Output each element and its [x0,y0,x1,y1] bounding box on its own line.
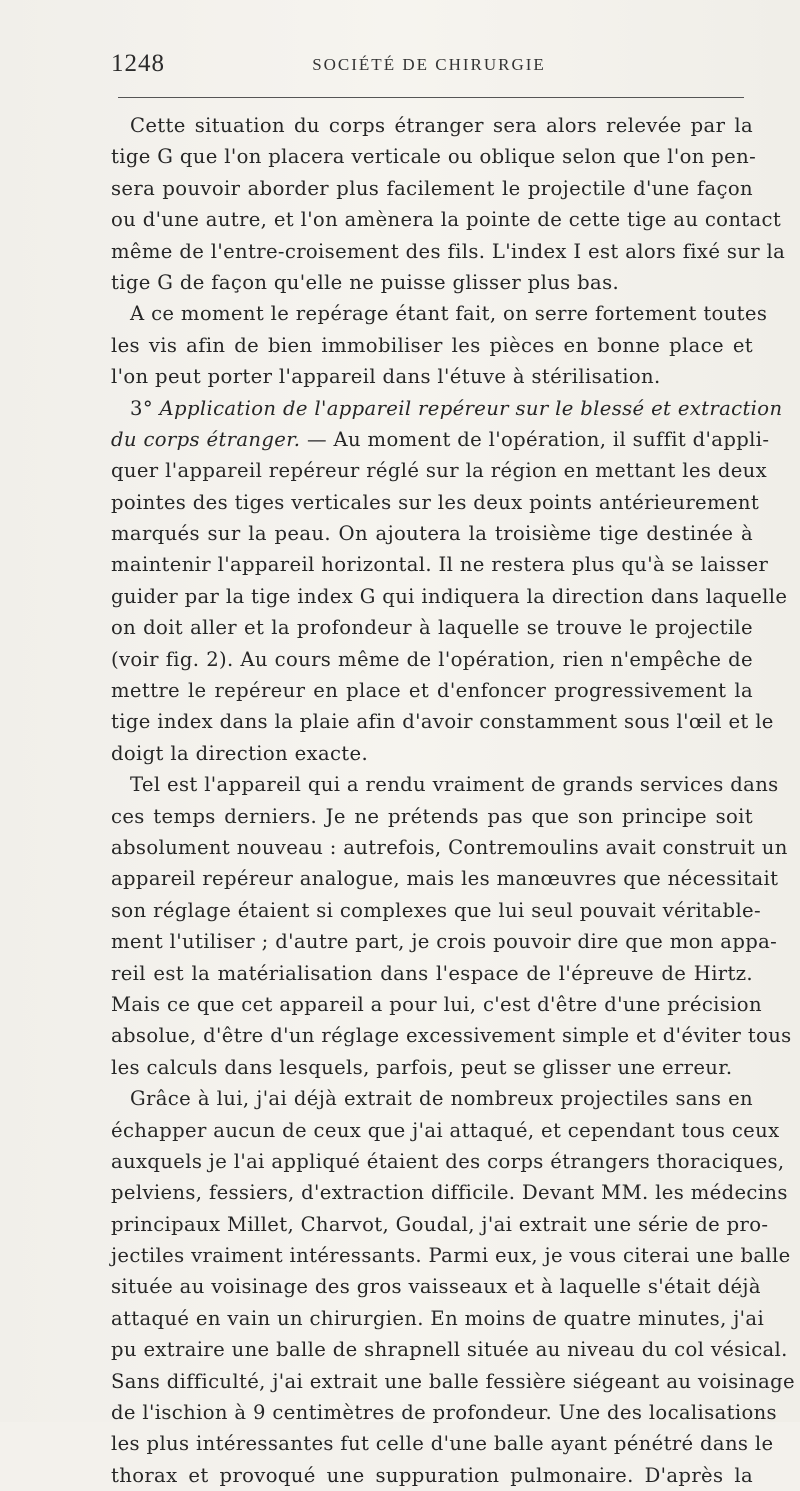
text-line: pelviens, fessiers, d'extraction difficile. Devant MM. les médecins [111,1181,788,1205]
text-line: mettre le repéreur en place et d'enfoncer progressivement la [111,679,753,703]
running-title: SOCIÉTÉ DE CHIRURGIE [312,55,546,74]
body-text [111,110,795,1491]
text-line: thorax et provoqué une suppuration pulmonaire. D'après la [111,1463,753,1487]
text-line: attaqué en vain un chirurgien. En moins de quatre minutes, j'ai [111,1306,765,1330]
text-line: jectiles vraiment intéressants. Parmi eux, je vous citerai une balle [111,1244,791,1268]
text-line: reil est la matérialisation dans l'espace de l'épreuve de Hirtz. [111,961,753,985]
text-line: auxquels je l'ai appliqué étaient des corps étrangers thoraciques, [111,1149,785,1173]
text-line: doigt la direction exacte. [111,741,369,765]
section-heading-line-2 [111,424,770,455]
page-number: 1248 [111,50,165,77]
text-line: ou d'une autre, et l'on amènera la pointe de cette tige au contact [111,208,782,232]
section-heading-line-1 [111,393,783,424]
text-line: (voir fig. 2). Au cours même de l'opération, rien n'empêche de [111,647,753,671]
section-heading-italic: du corps étranger. [111,427,301,451]
section-heading-rest: — Au moment de l'opération, il suffit d'appli- [300,427,770,451]
text-line: pointes des tiges verticales sur les deux points antérieurement [111,490,760,514]
text-line: absolue, d'être d'un réglage excessivement simple et d'éviter tous [111,1024,792,1048]
text-line: tige G que l'on placera verticale ou oblique selon que l'on pen- [111,145,757,169]
text-line: située au voisinage des gros vaisseaux et à laquelle s'était déjà [111,1275,761,1299]
text-line: absolument nouveau : autrefois, Contremoulins avait construit un [111,835,788,859]
text-line: Tel est l'appareil qui a rendu vraiment de grands services dans [130,773,779,797]
text-line: les vis afin de bien immobiliser les pièces en bonne place et [111,333,753,357]
text-line: ces temps derniers. Je ne prétends pas que son principe soit [111,804,753,828]
text-line: appareil repéreur analogue, mais les manœuvres que nécessitait [111,867,779,891]
text-line: marqués sur la peau. On ajoutera la troisième tige destinée à [111,522,753,546]
section-heading-italic: Application de l'appareil repéreur sur le blessé et extraction [159,396,783,420]
text-line: les calculs dans lesquels, parfois, peut se glisser une erreur. [111,1055,733,1079]
text-line: on doit aller et la profondeur à laquelle se trouve le projectile [111,616,753,640]
text-line: pu extraire une balle de shrapnell située au niveau du col vésical. [111,1338,788,1362]
text-line: Grâce à lui, j'ai déjà extrait de nombreux projectiles sans en [130,1087,753,1111]
text-line: échapper aucun de ceux que j'ai attaqué, et cependant tous ceux [111,1118,780,1142]
text-line: son réglage étaient si complexes que lui seul pouvait véritable- [111,898,761,922]
text-line: l'on peut porter l'appareil dans l'étuve à stérilisation. [111,365,661,389]
section-numeral: 3° [130,396,160,420]
text-line: sera pouvoir aborder plus facilement le projectile d'une façon [111,176,753,200]
text-line: Sans difficulté, j'ai extrait une balle fessière siégeant au voisinage [111,1369,795,1393]
text-line: quer l'appareil repéreur réglé sur la région en mettant les deux [111,459,768,483]
text-line: tige index dans la plaie afin d'avoir constamment sous l'œil et le [111,710,774,734]
text-line: les plus intéressantes fut celle d'une balle ayant pénétré dans le [111,1432,774,1456]
text-line: guider par la tige index G qui indiquera la direction dans laquelle [111,584,788,608]
text-line: principaux Millet, Charvot, Goudal, j'ai extrait une série de pro- [111,1212,769,1236]
text-line: A ce moment le repérage étant fait, on serre fortement toutes [130,302,768,326]
header-rule [118,97,744,98]
text-line: ment l'utiliser ; d'autre part, je crois pouvoir dire que mon appa- [111,930,778,954]
text-line: de l'ischion à 9 centimètres de profondeur. Une des localisations [111,1401,777,1425]
text-line: Cette situation du corps étranger sera alors relevée par la [130,114,753,137]
text-line: Mais ce que cet appareil a pour lui, c'est d'être d'une précision [111,992,762,1016]
running-head [111,50,747,80]
text-line: tige G de façon qu'elle ne puisse glisser plus bas. [111,270,620,294]
text-line: maintenir l'appareil horizontal. Il ne restera plus qu'à se laisser [111,553,769,577]
text-line: même de l'entre-croisement des fils. L'index I est alors fixé sur la [111,239,786,263]
